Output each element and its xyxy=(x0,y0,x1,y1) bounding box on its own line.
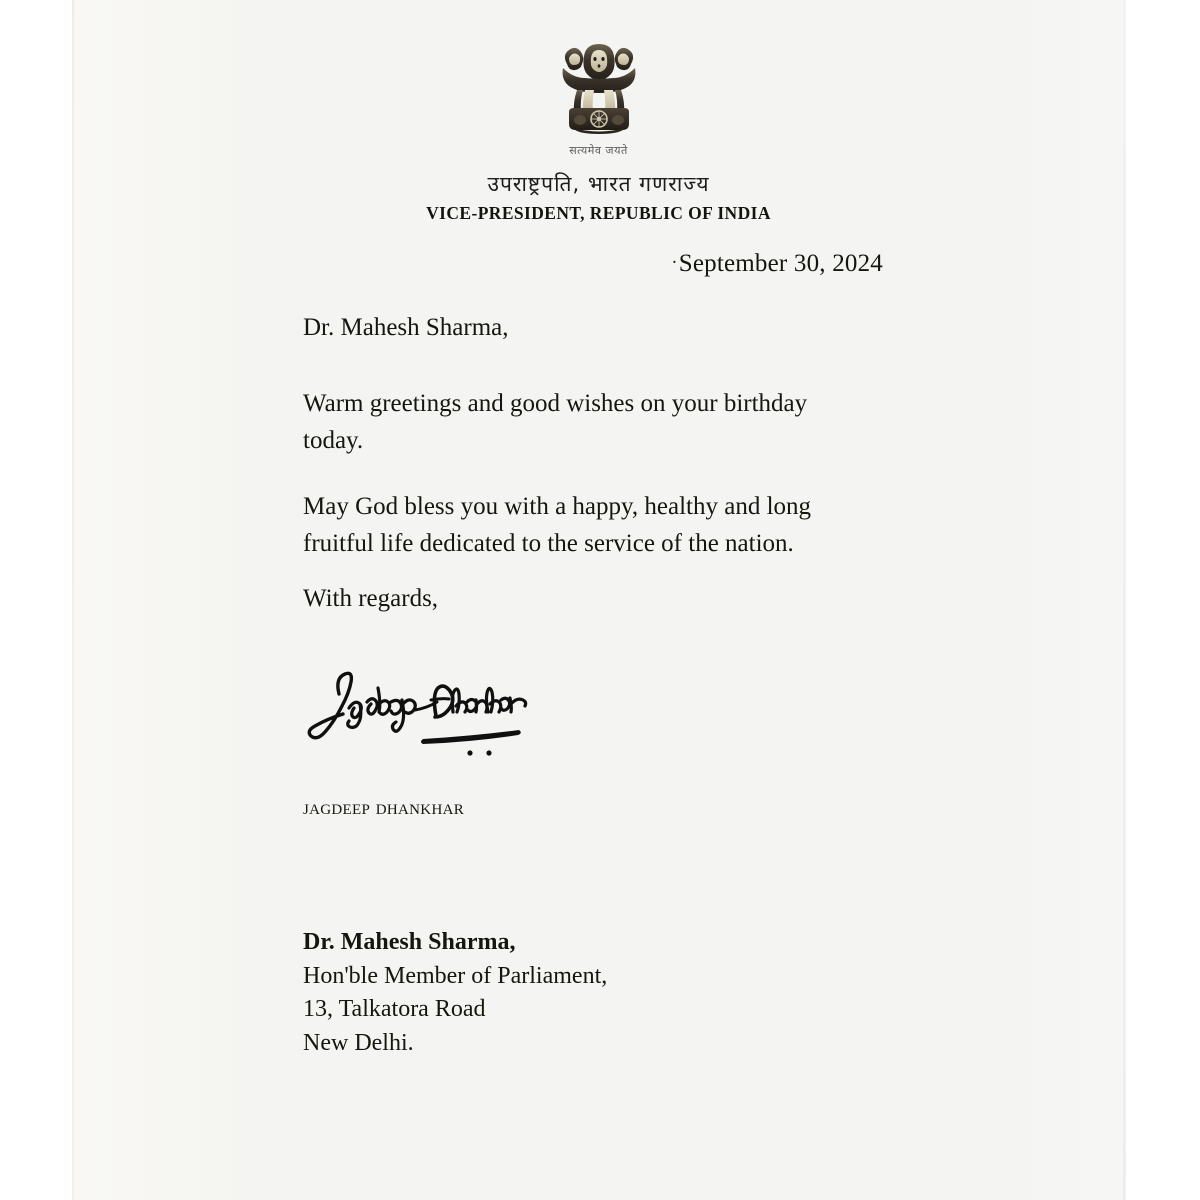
closing-line: With regards, xyxy=(303,585,439,612)
office-title-english: VICE-PRESIDENT, REPUBLIC OF INDIA xyxy=(426,203,771,223)
signer-printed-name: jagdeep dhankhar xyxy=(303,795,465,819)
state-emblem-of-india-icon xyxy=(551,34,647,142)
paragraph-one xyxy=(303,385,873,459)
letterhead xyxy=(72,34,1125,224)
recipient-address-block xyxy=(303,926,607,1060)
letter-date xyxy=(671,250,883,278)
paragraph-two-line-2: fruitful life dedicated to the service of the nation. xyxy=(303,530,794,557)
paragraph-two xyxy=(303,488,873,562)
paragraph-two-line-1: May God bless you with a happy, healthy and long xyxy=(303,493,812,520)
paragraph-one-line-2: today. xyxy=(303,427,364,454)
paragraph-one-line-1: Warm greetings and good wishes on your birthday xyxy=(303,390,808,417)
date-text: September 30, 2024 xyxy=(678,250,883,277)
salutation: Dr. Mahesh Sharma, xyxy=(303,314,509,341)
recipient-city: New Delhi. xyxy=(303,1029,414,1056)
handwritten-signature xyxy=(303,660,543,770)
recipient-title: Hon'ble Member of Parliament, xyxy=(303,962,608,989)
recipient-name: Dr. Mahesh Sharma, xyxy=(303,929,516,955)
date-lead-dot: · xyxy=(671,251,678,273)
recipient-address-line: 13, Talkatora Road xyxy=(303,996,486,1022)
emblem-motto: सत्यमेव जयते xyxy=(569,144,628,157)
office-title-hindi: उपराष्ट्रपति, भारत गणराज्य xyxy=(487,172,710,196)
